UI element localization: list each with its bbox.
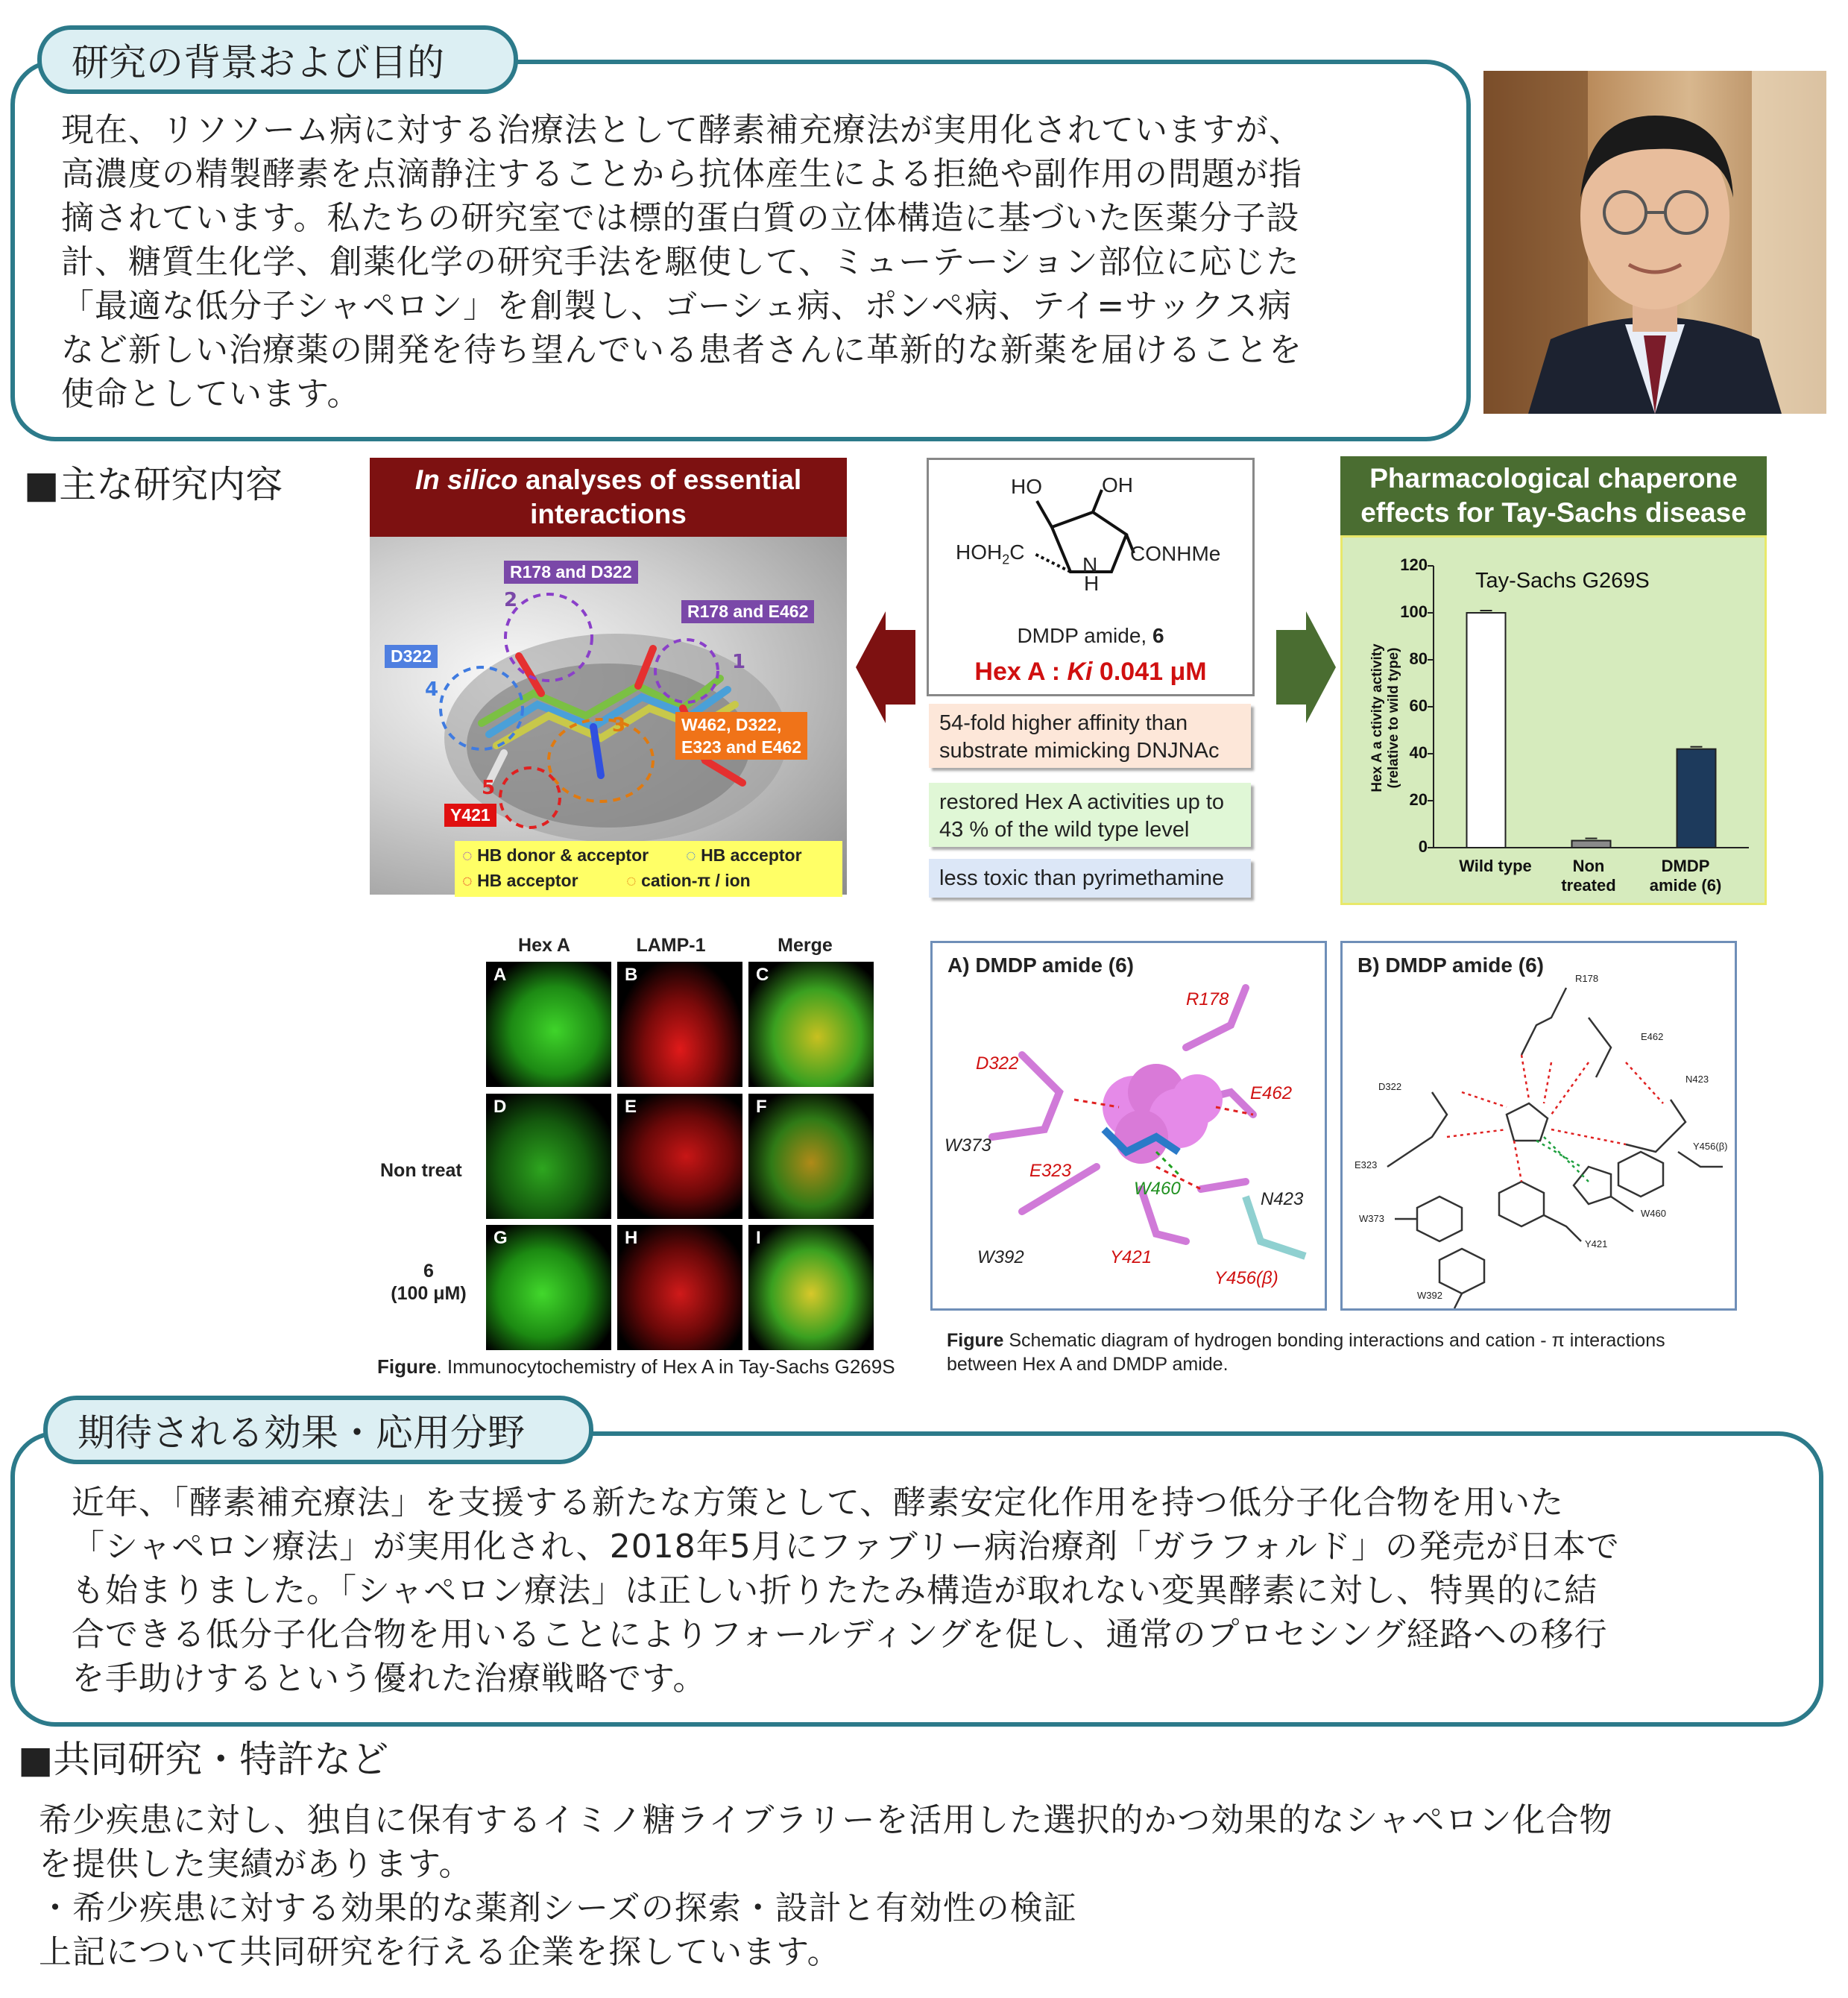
a-w392: W392 [977,1247,1024,1267]
site-number-3: 3 [612,714,626,737]
xcat-non-treated: Non treated [1561,857,1616,895]
legend-cation-icon: ◌ [626,871,637,890]
xcat-dmdp-amide: DMDP amide (6) [1649,857,1722,895]
b-e462: E462 [1641,1031,1664,1042]
label-d322: D322 [385,645,438,668]
ytick-100: 100 [1400,602,1428,621]
label-r178-e462: R178 and E462 [681,600,814,623]
note-affinity: 54-fold higher affinity than substrate mimicking DNJNAc [929,704,1251,768]
site-number-2: 2 [504,589,518,611]
ytick-20: 20 [1409,790,1428,809]
micro-cell-g: G [486,1225,611,1350]
note-toxicity: less toxic than pyrimethamine [929,859,1251,898]
a-e462: E462 [1250,1083,1293,1103]
b-w392: W392 [1417,1290,1442,1301]
a-e323: E323 [1029,1161,1072,1181]
ytick-120: 120 [1400,555,1428,574]
micro-cell-i: I [748,1225,874,1350]
main-research-heading: ■主な研究内容 [24,463,283,506]
b-e323: E323 [1355,1159,1378,1170]
ki-value: Hex A : Ki 0.041 μM [974,658,1207,686]
interaction-2d-graphic [1343,943,1735,1308]
micro-cell-c: C [748,962,874,1087]
micro-cell-e: E [617,1094,742,1219]
portrait-illustration [1483,71,1826,414]
effects-section-title: 期待される効果・応用分野 [43,1396,593,1464]
xcat-wild-type: Wild type [1459,857,1532,875]
a-d322: D322 [976,1053,1019,1074]
oh-label: OH [1102,473,1133,497]
compound-structure-box [927,458,1255,696]
researcher-photo [1483,71,1826,414]
chaperone-chart [1340,535,1767,905]
compound-name: DMDP amide, 6 [1017,624,1164,647]
insilico-title: In silico analyses of essential interactions [370,458,847,537]
left-arrow-icon [856,611,915,723]
b-w460: W460 [1641,1208,1666,1219]
row-6-label: 6 (100 μM) [391,1261,467,1304]
h-label: H [1084,572,1100,595]
docking-b-title: B) DMDP amide (6) [1357,954,1544,977]
chaperone-title: Pharmacological chaperone effects for Tay-Sachs disease [1340,456,1767,535]
a-y456: Y456(β) [1214,1268,1278,1288]
col-hex-a: Hex A [518,935,570,956]
background-text: 現在、リソソーム病に対する治療法として酵素補充療法が実用化されていますが、 高濃度の精製酵素を点滴静注することから抗体産生による拒絶や副作用の問題が指 摘されています。私たちの研究室では標的蛋白質の立体構造に基づいた医薬分子設 計、糖質生化学、創薬化学の研究手法を駆使して、ミューテーション部位に応じた 「最適な低分子シャペロン」を創製し、ゴーシェ病、ポンペ病、テイ=サックス病 など新しい治療薬の開発を待ち望んでいる患者さんに革新的な新薬を届けることを 使命としています。 [61,111,1302,413]
micro-cell-b: B [617,962,742,1087]
note-restored: restored Hex A activities up to 43 % of the wild type level [929,783,1251,847]
background-section-title: 研究の背景および目的 [37,25,518,94]
site-number-4: 4 [425,678,439,701]
micro-caption: Figure. Immunocytochemistry of Hex A in Tay-Sachs G269S [377,1355,895,1378]
a-y421: Y421 [1110,1247,1152,1267]
b-w373: W373 [1359,1213,1384,1224]
label-r178-d322: R178 and D322 [504,561,638,584]
right-arrow-icon [1276,611,1336,723]
site-number-5: 5 [482,777,496,799]
legend-donor-icon: ◌ [462,845,473,865]
chart-ylabel: Hex A a ctivity activity (relative to wild type) [1369,643,1401,792]
docking-caption: Figure Schematic diagram of hydrogen bonding interactions and cation - π interactions between Hex A and DMDP amide. [947,1330,1665,1375]
ytick-80: 80 [1409,649,1428,668]
site-number-1: 1 [732,651,746,673]
n-label: N [1082,553,1098,576]
legend-acceptor-blue-icon: ◌ [686,845,696,865]
b-y421: Y421 [1585,1238,1608,1249]
col-merge: Merge [778,935,833,956]
a-w373: W373 [945,1135,991,1156]
micro-cell-d: D [486,1094,611,1219]
a-r178: R178 [1186,989,1229,1009]
bar-2 [1677,749,1716,848]
insilico-legend: ◌ HB donor & acceptor ◌ HB acceptor ◌ HB acceptor ◌ cation-π / ion [455,841,842,897]
joint-research-heading: ■共同研究・特許など [18,1738,389,1781]
docking-panel-b [1340,941,1737,1311]
row-non-treat-label: Non treat [380,1160,462,1181]
micro-cell-h: H [617,1225,742,1350]
b-r178: R178 [1575,973,1599,984]
ytick-60: 60 [1409,696,1428,715]
ytick-40: 40 [1409,743,1428,762]
conhme-label: CONHMe [1130,542,1221,565]
bar-1 [1572,841,1611,848]
a-n423: N423 [1261,1189,1304,1209]
a-w460: W460 [1134,1179,1181,1199]
legend-acceptor-red-icon: ◌ [462,871,473,890]
effects-text: 近年、「酵素補充療法」を支援する新たな方策として、酵素安定化作用を持つ低分子化合物を用いた 「シャペロン療法」が実用化され、2018年5月にファブリー病治療剤「ガラフォルド」の発売が日本で も始まりました。「シャペロン療法」は正しい折りたたみ構造が取れない変異酵素に対し、特異的に結 合できる低分子化合物を用いることによりフォールディングを促し、通常のプロセシング経路への移行 を手助けするという優れた治療戦略です。 [72,1484,1620,1698]
joint-research-text: 希少疾患に対し、独自に保有するイミノ糖ライブラリーを活用した選択的かつ効果的なシャペロン化合物 を提供した実績があります。 ・希少疾患に対する効果的な薬剤シーズの探索・設計と有効性の検証 上記について共同研究を行える企業を探しています。 [39,1801,1613,1971]
col-lamp-1: LAMP-1 [636,935,706,956]
bar-0 [1467,613,1506,848]
label-y421: Y421 [444,804,496,827]
b-n423: N423 [1685,1074,1709,1085]
micro-cell-a: A [486,962,611,1087]
b-d322: D322 [1378,1081,1402,1092]
docking-a-title: A) DMDP amide (6) [947,954,1134,977]
micro-cell-f: F [748,1094,874,1219]
docking-panel-a [930,941,1327,1311]
label-w462: W462, D322, E323 and E462 [675,712,807,760]
hoh2c-label: $HOH_2C$ [956,541,1025,567]
chart-title: Tay-Sachs G269S [1475,569,1650,593]
ho-label: HO [1011,475,1042,498]
b-y456: Y456(β) [1693,1141,1728,1152]
ytick-0: 0 [1418,837,1428,856]
